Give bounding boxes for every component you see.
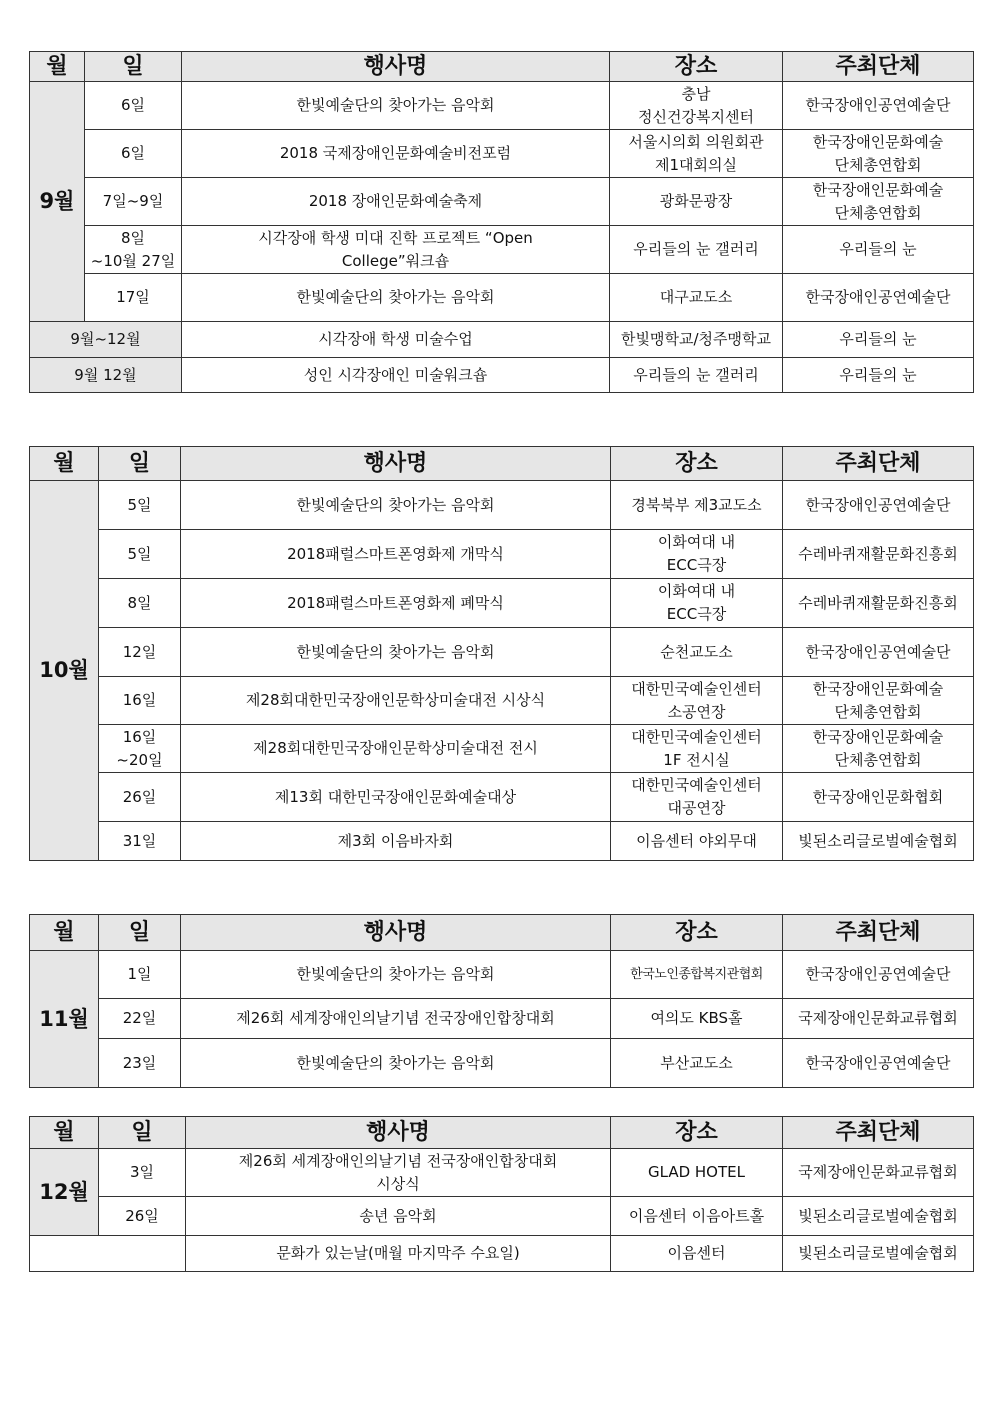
day-line: ~20일	[116, 750, 163, 769]
day-cell: 12일	[99, 628, 181, 677]
day-cell: 5일	[99, 530, 181, 579]
table-row	[30, 226, 974, 274]
table-row	[30, 1236, 974, 1272]
table-row	[30, 178, 974, 226]
day-cell: 26일	[99, 773, 181, 822]
host-cell: 한국장애인공연예술단	[783, 481, 974, 530]
schedule-table-december	[29, 1116, 974, 1272]
host-cell	[783, 130, 974, 178]
table-row	[30, 677, 974, 725]
host-line: 단체총연합회	[834, 203, 922, 222]
header-event: 행사명	[181, 915, 611, 951]
table-row	[30, 725, 974, 773]
day-cell: 7일~9일	[85, 178, 182, 226]
venue-line: 대한민국예술인센터	[631, 679, 762, 698]
day-line: ~10월 27일	[90, 251, 176, 270]
table-row	[30, 481, 974, 530]
month-cell: 12월	[30, 1149, 99, 1236]
period-cell: 9월~12월	[30, 322, 182, 358]
day-line: 16일	[122, 727, 157, 746]
table-header-row	[30, 915, 974, 951]
table-header-row	[30, 447, 974, 481]
host-cell: 한국장애인공연예술단	[783, 82, 974, 130]
venue-cell: 경북북부 제3교도소	[611, 481, 783, 530]
period-cell: 9월 12월	[30, 358, 182, 393]
event-cell: 2018 국제장애인문화예술비전포럼	[182, 130, 610, 178]
event-line: 제26회 세계장애인의날기념 전국장애인합창대회	[238, 1151, 558, 1170]
table-header-row	[30, 52, 974, 82]
table-row	[30, 322, 974, 358]
table-row	[30, 530, 974, 579]
event-cell: 제26회 세계장애인의날기념 전국장애인합창대회	[181, 999, 611, 1039]
event-cell: 한빛예술단의 찾아가는 음악회	[181, 481, 611, 530]
event-cell: 2018패럴스마트폰영화제 폐막식	[181, 579, 611, 628]
host-line: 한국장애인문화예술	[812, 727, 944, 746]
schedule-table-september	[29, 51, 974, 393]
venue-line: ECC극장	[666, 605, 727, 623]
event-cell: 시각장애 학생 미술수업	[182, 322, 610, 358]
day-cell: 1일	[99, 951, 181, 999]
host-cell: 빛된소리글로벌예술협회	[783, 822, 974, 861]
empty-cell	[30, 1236, 186, 1272]
venue-line: 이화여대 내	[657, 533, 736, 551]
venue-line: ECC극장	[666, 556, 727, 574]
venue-cell	[611, 773, 783, 822]
day-cell: 26일	[99, 1197, 186, 1236]
day-cell: 16일	[99, 677, 181, 725]
event-cell: 한빛예술단의 찾아가는 음악회	[182, 82, 610, 130]
host-cell: 한국장애인문화협회	[783, 773, 974, 822]
host-cell: 한국장애인공연예술단	[783, 274, 974, 322]
venue-cell: 광화문광장	[610, 178, 783, 226]
venue-cell: GLAD HOTEL	[611, 1149, 783, 1197]
table-row	[30, 82, 974, 130]
venue-cell: 한빛맹학교/청주맹학교	[610, 322, 783, 358]
table-row	[30, 579, 974, 628]
header-host: 주최단체	[783, 52, 974, 82]
venue-line: 대한민국예술인센터	[631, 727, 762, 746]
event-cell: 제28회대한민국장애인문학상미술대전 시상식	[181, 677, 611, 725]
event-line: 시상식	[376, 1174, 420, 1193]
header-event: 행사명	[181, 447, 611, 481]
venue-cell: 이음센터 이음아트홀	[611, 1197, 783, 1236]
host-cell: 한국장애인공연예술단	[783, 628, 974, 677]
event-cell: 송년 음악회	[186, 1197, 611, 1236]
venue-cell: 여의도 KBS홀	[611, 999, 783, 1039]
day-line: 8일	[120, 228, 146, 247]
venue-cell: 순천교도소	[611, 628, 783, 677]
host-line: 한국장애인문화예술	[812, 132, 944, 151]
header-venue: 장소	[611, 915, 783, 951]
table-row	[30, 773, 974, 822]
host-cell: 우리들의 눈	[783, 322, 974, 358]
venue-line: 소공연장	[667, 702, 726, 721]
header-venue: 장소	[611, 1117, 783, 1149]
host-line: 단체총연합회	[834, 702, 922, 721]
day-cell: 8일	[99, 579, 181, 628]
event-cell	[186, 1149, 611, 1197]
venue-cell	[611, 725, 783, 773]
host-cell	[783, 677, 974, 725]
day-cell: 31일	[99, 822, 181, 861]
venue-line: 대공연장	[667, 799, 726, 817]
day-cell	[85, 226, 182, 274]
header-venue: 장소	[610, 52, 783, 82]
month-cell: 9월	[30, 82, 85, 322]
event-cell: 한빛예술단의 찾아가는 음악회	[181, 628, 611, 677]
table-row	[30, 628, 974, 677]
venue-cell: 부산교도소	[611, 1039, 783, 1088]
host-cell: 우리들의 눈	[783, 358, 974, 393]
header-host: 주최단체	[783, 915, 974, 951]
table-row	[30, 1197, 974, 1236]
venue-line: 1F 전시실	[663, 750, 730, 769]
day-cell: 23일	[99, 1039, 181, 1088]
header-event: 행사명	[186, 1117, 611, 1149]
host-cell: 국제장애인문화교류협회	[783, 1149, 974, 1197]
venue-line: 제1대회의실	[655, 155, 737, 174]
event-cell: 2018 장애인문화예술축제	[182, 178, 610, 226]
event-cell: 문화가 있는날(매월 마지막주 수요일)	[186, 1236, 611, 1272]
schedule-table-november	[29, 914, 974, 1088]
day-cell	[99, 725, 181, 773]
table-row	[30, 1039, 974, 1088]
day-cell: 17일	[85, 274, 182, 322]
host-line: 단체총연합회	[834, 750, 922, 769]
venue-cell: 이음센터 야외무대	[611, 822, 783, 861]
header-venue: 장소	[611, 447, 783, 481]
header-month: 월	[30, 52, 85, 82]
event-cell	[182, 226, 610, 274]
header-month: 월	[30, 447, 99, 481]
venue-line: 이화여대 내	[657, 582, 736, 600]
table-row	[30, 1149, 974, 1197]
day-cell: 22일	[99, 999, 181, 1039]
event-cell: 제13회 대한민국장애인문화예술대상	[181, 773, 611, 822]
table-row	[30, 274, 974, 322]
host-cell: 수레바퀴재활문화진흥회	[783, 530, 974, 579]
host-cell: 빛된소리글로벌예술협회	[783, 1236, 974, 1272]
header-day: 일	[99, 915, 181, 951]
host-cell: 한국장애인공연예술단	[783, 951, 974, 999]
header-month: 월	[30, 1117, 99, 1149]
event-cell: 한빛예술단의 찾아가는 음악회	[182, 274, 610, 322]
venue-cell: 이음센터	[611, 1236, 783, 1272]
host-cell: 우리들의 눈	[783, 226, 974, 274]
table-header-row	[30, 1117, 974, 1149]
header-month: 월	[30, 915, 99, 951]
venue-line: 서울시의회 의원회관	[628, 132, 764, 151]
host-cell: 빛된소리글로벌예술협회	[783, 1197, 974, 1236]
header-day: 일	[99, 1117, 186, 1149]
event-line: 시각장애 학생 미대 진학 프로젝트 “Open	[258, 228, 533, 247]
venue-cell	[611, 677, 783, 725]
host-line: 단체총연합회	[834, 155, 922, 174]
schedule-table-october	[29, 446, 974, 861]
venue-cell	[610, 82, 783, 130]
day-cell: 3일	[99, 1149, 186, 1197]
host-cell	[783, 725, 974, 773]
venue-cell	[611, 579, 783, 628]
header-day: 일	[99, 447, 181, 481]
host-cell	[783, 178, 974, 226]
event-cell: 2018패럴스마트폰영화제 개막식	[181, 530, 611, 579]
day-cell: 6일	[85, 130, 182, 178]
table-row	[30, 358, 974, 393]
host-line: 한국장애인문화예술	[812, 679, 944, 698]
venue-cell	[611, 530, 783, 579]
month-cell: 10월	[30, 481, 99, 861]
header-host: 주최단체	[783, 1117, 974, 1149]
venue-cell: 우리들의 눈 갤러리	[610, 358, 783, 393]
venue-cell: 한국노인종합복지관협회	[611, 951, 783, 999]
venue-cell: 대구교도소	[610, 274, 783, 322]
host-cell: 한국장애인공연예술단	[783, 1039, 974, 1088]
header-day: 일	[85, 52, 182, 82]
header-host: 주최단체	[783, 447, 974, 481]
event-cell: 한빛예술단의 찾아가는 음악회	[181, 951, 611, 999]
day-cell: 6일	[85, 82, 182, 130]
month-cell: 11월	[30, 951, 99, 1088]
table-row	[30, 951, 974, 999]
header-event: 행사명	[182, 52, 610, 82]
day-cell: 5일	[99, 481, 181, 530]
event-cell: 한빛예술단의 찾아가는 음악회	[181, 1039, 611, 1088]
venue-line: 충남	[681, 84, 711, 103]
event-cell: 제3회 이음바자회	[181, 822, 611, 861]
venue-line: 대한민국예술인센터	[631, 776, 762, 794]
event-cell: 성인 시각장애인 미술워크숍	[182, 358, 610, 393]
venue-line: 정신건강복지센터	[638, 107, 754, 126]
table-row	[30, 999, 974, 1039]
table-row	[30, 822, 974, 861]
event-line: College”워크숍	[341, 251, 450, 270]
host-cell: 수레바퀴재활문화진흥회	[783, 579, 974, 628]
host-line: 한국장애인문화예술	[812, 180, 944, 199]
event-cell: 제28회대한민국장애인문학상미술대전 전시	[181, 725, 611, 773]
venue-cell	[610, 130, 783, 178]
table-row	[30, 130, 974, 178]
host-cell: 국제장애인문화교류협회	[783, 999, 974, 1039]
venue-cell: 우리들의 눈 갤러리	[610, 226, 783, 274]
